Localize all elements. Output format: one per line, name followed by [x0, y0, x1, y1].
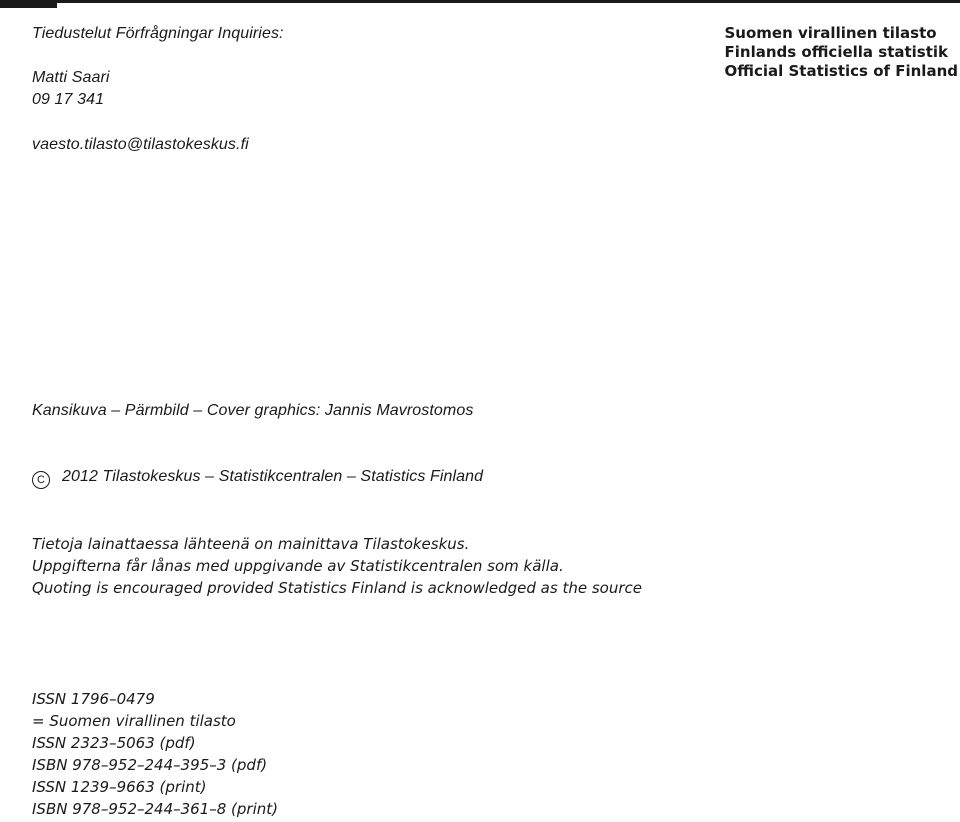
identifier-line: ISSN 2323–5063 (pdf) [32, 734, 196, 752]
identifier-line: ISBN 978–952–244–361–8 (print) [32, 800, 279, 818]
inquiries-label: Tiedustelut Förfrågningar Inquiries: [32, 25, 284, 42]
series-name-fi: Suomen virallinen tilasto [724, 24, 937, 42]
reuse-notice-en: Quoting is encouraged provided Statistics Finland is acknowledged as the source [32, 579, 642, 597]
identifier-line: ISSN 1796–0479 [32, 690, 155, 708]
identifier-line: ISBN 978–952–244–395–3 (pdf) [32, 756, 268, 774]
reuse-notice-sv: Uppgifterna får lånas med uppgivande av Statistikcentralen som källa. [32, 557, 564, 575]
copyright-text: 2012 Tilastokeskus – Statistikcentralen – Statistics Finland [62, 468, 484, 485]
identifier-line: ISSN 1239–9663 (print) [32, 778, 207, 796]
series-name-sv: Finlands officiella statistik [724, 43, 949, 61]
official-statistics-series [725, 24, 959, 81]
reuse-notice [32, 533, 642, 599]
copyright-line [32, 466, 483, 489]
contact-name: Matti Saari [32, 69, 110, 86]
top-corner-block [0, 0, 57, 8]
identifier-line: = Suomen virallinen tilasto [32, 712, 236, 730]
cover-credit: Kansikuva – Pärmbild – Cover graphics: Jannis Mavrostomos [32, 402, 474, 419]
publication-identifiers [32, 688, 278, 820]
contact-phone: 09 17 341 [32, 91, 105, 108]
top-rule [0, 0, 960, 3]
contact-email[interactable]: vaesto.tilasto@tilastokeskus.fi [32, 136, 249, 153]
series-name-en: Official Statistics of Finland [724, 62, 958, 80]
reuse-notice-fi: Tietoja lainattaessa lähteenä on mainittava Tilastokeskus. [32, 535, 470, 553]
copyright-icon: C [32, 471, 50, 489]
